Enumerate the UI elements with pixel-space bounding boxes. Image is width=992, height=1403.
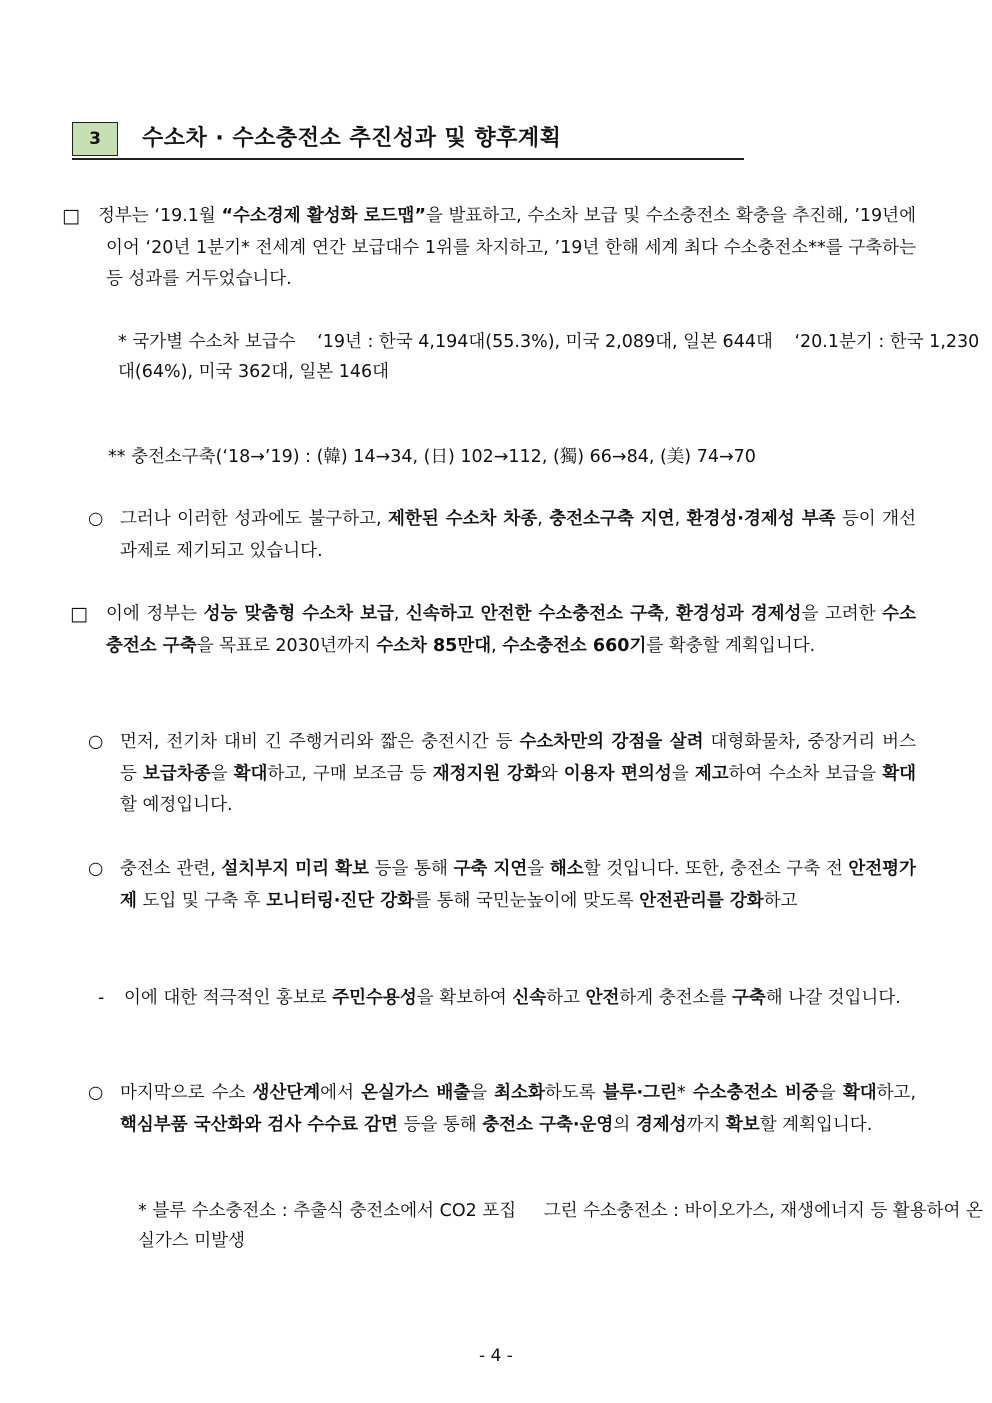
note-country-supply-2019: ‘19년 : 한국 4,194대(55.3%), 미국 2,089대, 일본 644대: [317, 332, 773, 352]
paragraph-public-acceptance: - 이에 대한 적극적인 홍보로 주민수용성을 확보하여 신속하고 안전하게 충전소를 구축해 나갈 것입니다.: [124, 983, 916, 1015]
square-bullet-icon: □: [62, 205, 80, 227]
square-bullet-icon: □: [70, 603, 88, 625]
paragraph-station-plan: ○ 충전소 관련, 설치부지 미리 확보 등을 통해 구축 지연을 해소할 것입니다. 또한, 충전소 구축 전 안전평가제 도입 및 구축 후 모니터링·진단 강화를 통해 국민눈높이에 맞도록 안전관리를 강화하고: [120, 854, 916, 917]
section-title: 수소차 · 수소충전소 추진성과 및 향후계획: [142, 126, 562, 151]
circle-bullet-icon: ○: [88, 1083, 104, 1103]
paragraph-supply-plan: ○ 먼저, 전기차 대비 긴 주행거리와 짧은 충전시간 등 수소차만의 강점을 살려 대형화물차, 중장거리 버스 등 보급차종을 확대하고, 구매 보조금 등 재정지원 강화와 이용자 편의성을 제고하여 수소차 보급을 확대할 예정입니다.: [120, 727, 916, 822]
section-number: 3: [72, 122, 118, 156]
paragraph-plan: □ 이에 정부는 성능 맞춤형 수소차 보급, 신속하고 안전한 수소충전소 구축, 환경성과 경제성을 고려한 수소충전소 구축을 목표로 2030년까지 수소차 85만대, 수소충전소 660기를 확충할 계획입니다.: [106, 599, 916, 662]
note-country-supply-title: * 국가별 수소차 보급수: [118, 332, 296, 352]
paragraph-achievements: □ 정부는 ‘19.1월 “수소경제 활성화 로드맵”을 발표하고, 수소차 보급 및 수소충전소 확충을 추진해, ’19년에 이어 ‘20년 1분기* 전세계 연간 보급대수 1위를 차지하고, ’19년 한해 세계 최다 수소충전소**를 구축하는 등 성과를 거두었습니다.: [106, 201, 916, 296]
circle-bullet-icon: ○: [88, 859, 104, 879]
note-country-supply-2020q1: ‘20.1분기 : 한국 1,230대(64%), 미국 362대, 일본 146대: [118, 332, 980, 382]
note-station-build: ** 충전소구축(‘18→’19) : (韓) 14→34, (日) 102→112, (獨) 66→84, (美) 74→70: [108, 447, 756, 467]
section-header: [72, 122, 744, 160]
circle-bullet-icon: ○: [88, 732, 104, 752]
note-country-supply: [118, 327, 992, 387]
note-green-station: 그린 수소충전소 : 바이오가스, 재생에너지 등 활용하여 온실가스 미발생: [138, 1201, 983, 1251]
paragraph-economics: ○ 마지막으로 수소 생산단계에서 온실가스 배출을 최소화하도록 블루·그린* 수소충전소 비중을 확대하고, 핵심부품 국산화와 검사 수수료 감면 등을 통해 충전소 구축·운영의 경제성까지 확보할 계획입니다.: [120, 1078, 916, 1141]
dash-bullet-icon: -: [98, 988, 105, 1008]
note-blue-green: [138, 1196, 992, 1256]
paragraph-issues: ○ 그러나 이러한 성과에도 불구하고, 제한된 수소차 차종, 충전소구축 지연, 환경성·경제성 부족 등이 개선과제로 제기되고 있습니다.: [120, 504, 916, 567]
note-blue-station: * 블루 수소충전소 : 추출식 충전소에서 CO2 포집: [138, 1201, 517, 1221]
circle-bullet-icon: ○: [88, 509, 104, 529]
page-number: - 4 -: [479, 1346, 513, 1366]
